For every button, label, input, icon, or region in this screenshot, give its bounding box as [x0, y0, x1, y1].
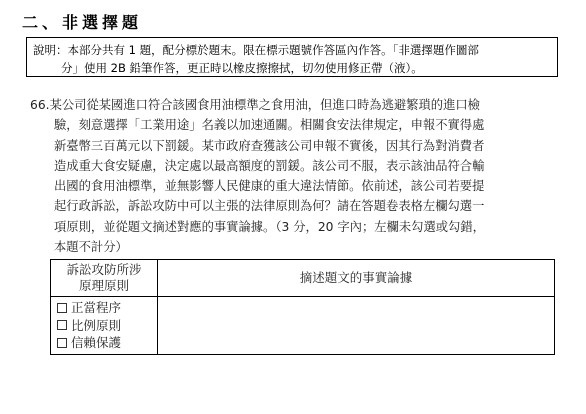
- question-line-5: 出國的食用油標準，並無影響人民健康的重大違法情節。依前述，該公司若要提: [54, 179, 485, 194]
- option-label: 信賴保護: [71, 335, 122, 350]
- answer-table-body-row: [51, 297, 555, 355]
- question-line-8: 本題不計分）: [54, 240, 128, 255]
- question-line-3: 新臺幣三百萬元以下罰鍰。某市政府查獲該公司申報不實後，因其行為對消費者: [54, 138, 485, 153]
- principle-options-cell: [51, 297, 158, 355]
- fact-answer-cell[interactable]: [158, 297, 555, 355]
- answer-table-header-row: [51, 260, 555, 297]
- fact-column-header: 摘述題文的事實論據: [158, 260, 555, 297]
- instructions-line-1: 說明：本部分共有 1 題，配分標於題末。限在標示題號作答區內作答。「非選擇題作圖部: [33, 43, 479, 57]
- option-proportionality[interactable]: [57, 317, 157, 335]
- question-number: 66.: [30, 98, 50, 112]
- question-line-1: 66.某公司從某國進口符合該國食用油標準之食用油，但進口時為逃避繁瑣的進口檢: [30, 98, 480, 112]
- instructions-box: [26, 37, 558, 77]
- question-66: [30, 95, 566, 257]
- option-due-process[interactable]: [57, 299, 157, 317]
- question-line-2: 驗，刻意選擇「工業用途」名義以加速通關。相關食安法律規定，申報不實得處: [54, 118, 485, 133]
- answer-table: [50, 259, 555, 355]
- section-title: 二、非選擇題: [22, 13, 143, 32]
- option-label: 正當程序: [71, 300, 122, 315]
- option-legitimate-expectation[interactable]: [57, 334, 157, 352]
- instructions-line-2: 分」使用 2B 鉛筆作答，更正時以橡皮擦擦拭，切勿使用修正帶（液）。: [61, 61, 423, 75]
- option-label: 比例原則: [71, 317, 122, 333]
- checkbox-proportionality[interactable]: [57, 320, 67, 330]
- principle-column-header: 訴訟攻防所涉 原理原則: [51, 260, 158, 297]
- checkbox-legitimate-expectation[interactable]: [57, 338, 67, 348]
- checkbox-due-process[interactable]: [57, 303, 67, 313]
- question-line-6: 起行政訴訟，訴訟攻防中可以主張的法律原則為何？請在答題卷表格左欄勾選一: [54, 199, 485, 214]
- question-line-7: 項原則，並從題文摘述對應的事實論據。（3 分，20 字內；左欄未勾選或勾錯，: [54, 219, 485, 234]
- question-line-4: 造成重大食安疑慮，決定處以最高額度的罰鍰。該公司不服，表示該油品符合輸: [54, 158, 485, 173]
